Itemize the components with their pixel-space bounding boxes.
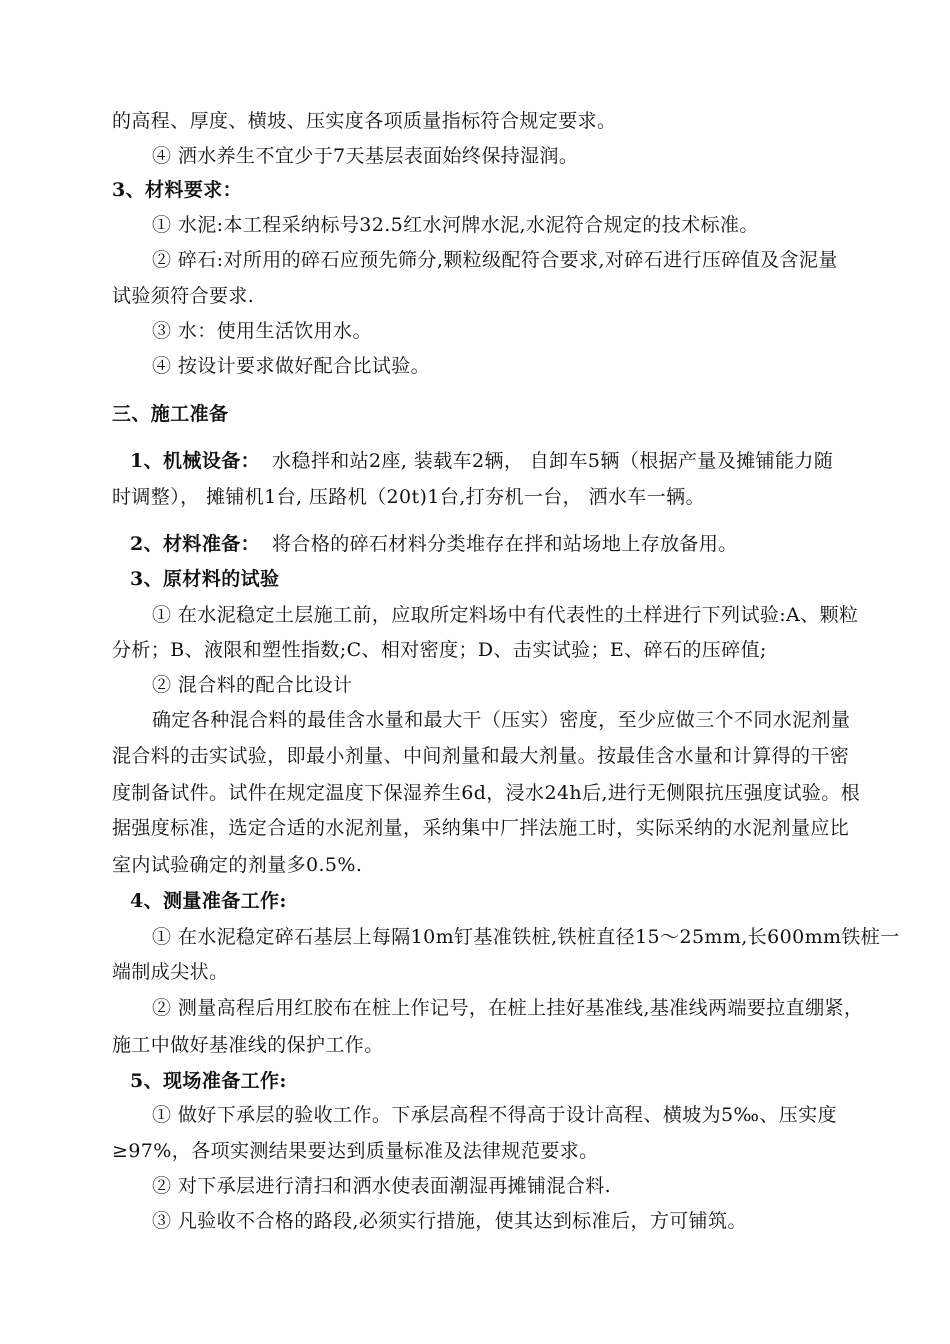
list-item: ③ 水：使用生活饮用水。 [152, 320, 372, 342]
list-item: ② 对下承层进行清扫和洒水使表面潮湿再摊铺混合料. [152, 1175, 612, 1197]
list-item: ① 在水泥稳定土层施工前，应取所定料场中有代表性的土样进行下列试验:A、颗粒 [152, 604, 859, 626]
section-heading: 5、现场准备工作: [130, 1070, 287, 1092]
paragraph-line: 的高程、厚度、横坡、压实度各项质量指标符合规定要求。 [112, 110, 617, 132]
paragraph-line: 据强度标准，选定合适的水泥剂量，采纳集中厂拌法施工时，实际采纳的水泥剂量应比 [112, 817, 850, 839]
chapter-heading: 三、施工准备 [112, 403, 229, 425]
paragraph-line: 试验须符合要求. [112, 285, 255, 307]
paragraph-line [130, 449, 833, 473]
item-heading: 2、材料准备： [130, 533, 261, 555]
list-item: ① 在水泥稳定碎石基层上每隔10m钉基准铁桩,铁桩直径15～25mm,长600mm铁桩一 [152, 926, 900, 948]
item-text: 水稳拌和站2座, 装载车2辆， 自卸车5辆（根据产量及摊铺能力随 [272, 450, 834, 472]
paragraph-line: 室内试验确定的剂量多0.5%. [112, 854, 363, 876]
paragraph-line: 施工中做好基准线的保护工作。 [112, 1034, 384, 1056]
section-heading: 3、材料要求： [112, 179, 243, 201]
paragraph-line [130, 532, 738, 556]
paragraph-line: 混合料的击实试验，即最小剂量、中间剂量和最大剂量。按最佳含水量和计算得的干密 [112, 745, 850, 767]
item-heading: 1、机械设备： [130, 450, 261, 472]
list-item: ② 碎石:对所用的碎石应预先筛分,颗粒级配符合要求,对碎石进行压碎值及含泥量 [152, 249, 838, 271]
paragraph-line: 时调整）， 摊铺机1台, 压路机（20t)1台,打夯机一台， 洒水车一辆。 [112, 486, 705, 508]
list-item: ① 水泥:本工程采纳标号32.5红水河牌水泥,水泥符合规定的技术标准。 [152, 214, 759, 236]
item-text: 将合格的碎石材料分类堆存在拌和站场地上存放备用。 [272, 533, 738, 555]
list-item: ② 测量高程后用红胶布在桩上作记号，在桩上挂好基准线,基准线两端要拉直绷紧， [152, 997, 864, 1019]
list-item: ① 做好下承层的验收工作。下承层高程不得高于设计高程、横坡为5‰、压实度 [152, 1104, 838, 1126]
paragraph-line: 端制成尖状。 [112, 961, 229, 983]
list-item: ④ 按设计要求做好配合比试验。 [152, 355, 431, 377]
paragraph-line: 确定各种混合料的最佳含水量和最大干（压实）密度，至少应做三个不同水泥剂量 [152, 709, 851, 731]
list-item: ④ 洒水养生不宜少于7天基层表面始终保持湿润。 [152, 145, 579, 167]
paragraph-line: ≥97%，各项实测结果要达到质量标准及法律规范要求。 [112, 1140, 599, 1162]
list-item: ② 混合料的配合比设计 [152, 674, 353, 696]
paragraph-line: 分析；B、液限和塑性指数;C、相对密度；D、击实试验；E、碎石的压碎值; [112, 639, 767, 661]
section-heading: 3、原材料的试验 [130, 568, 280, 590]
paragraph-line: 度制备试件。试件在规定温度下保湿养生6d，浸水24h后,进行无侧限抗压强度试验。根 [112, 782, 861, 804]
list-item: ③ 凡验收不合格的路段,必须实行措施，使其达到标准后，方可铺筑。 [152, 1210, 747, 1232]
section-heading: 4、测量准备工作: [130, 890, 287, 912]
